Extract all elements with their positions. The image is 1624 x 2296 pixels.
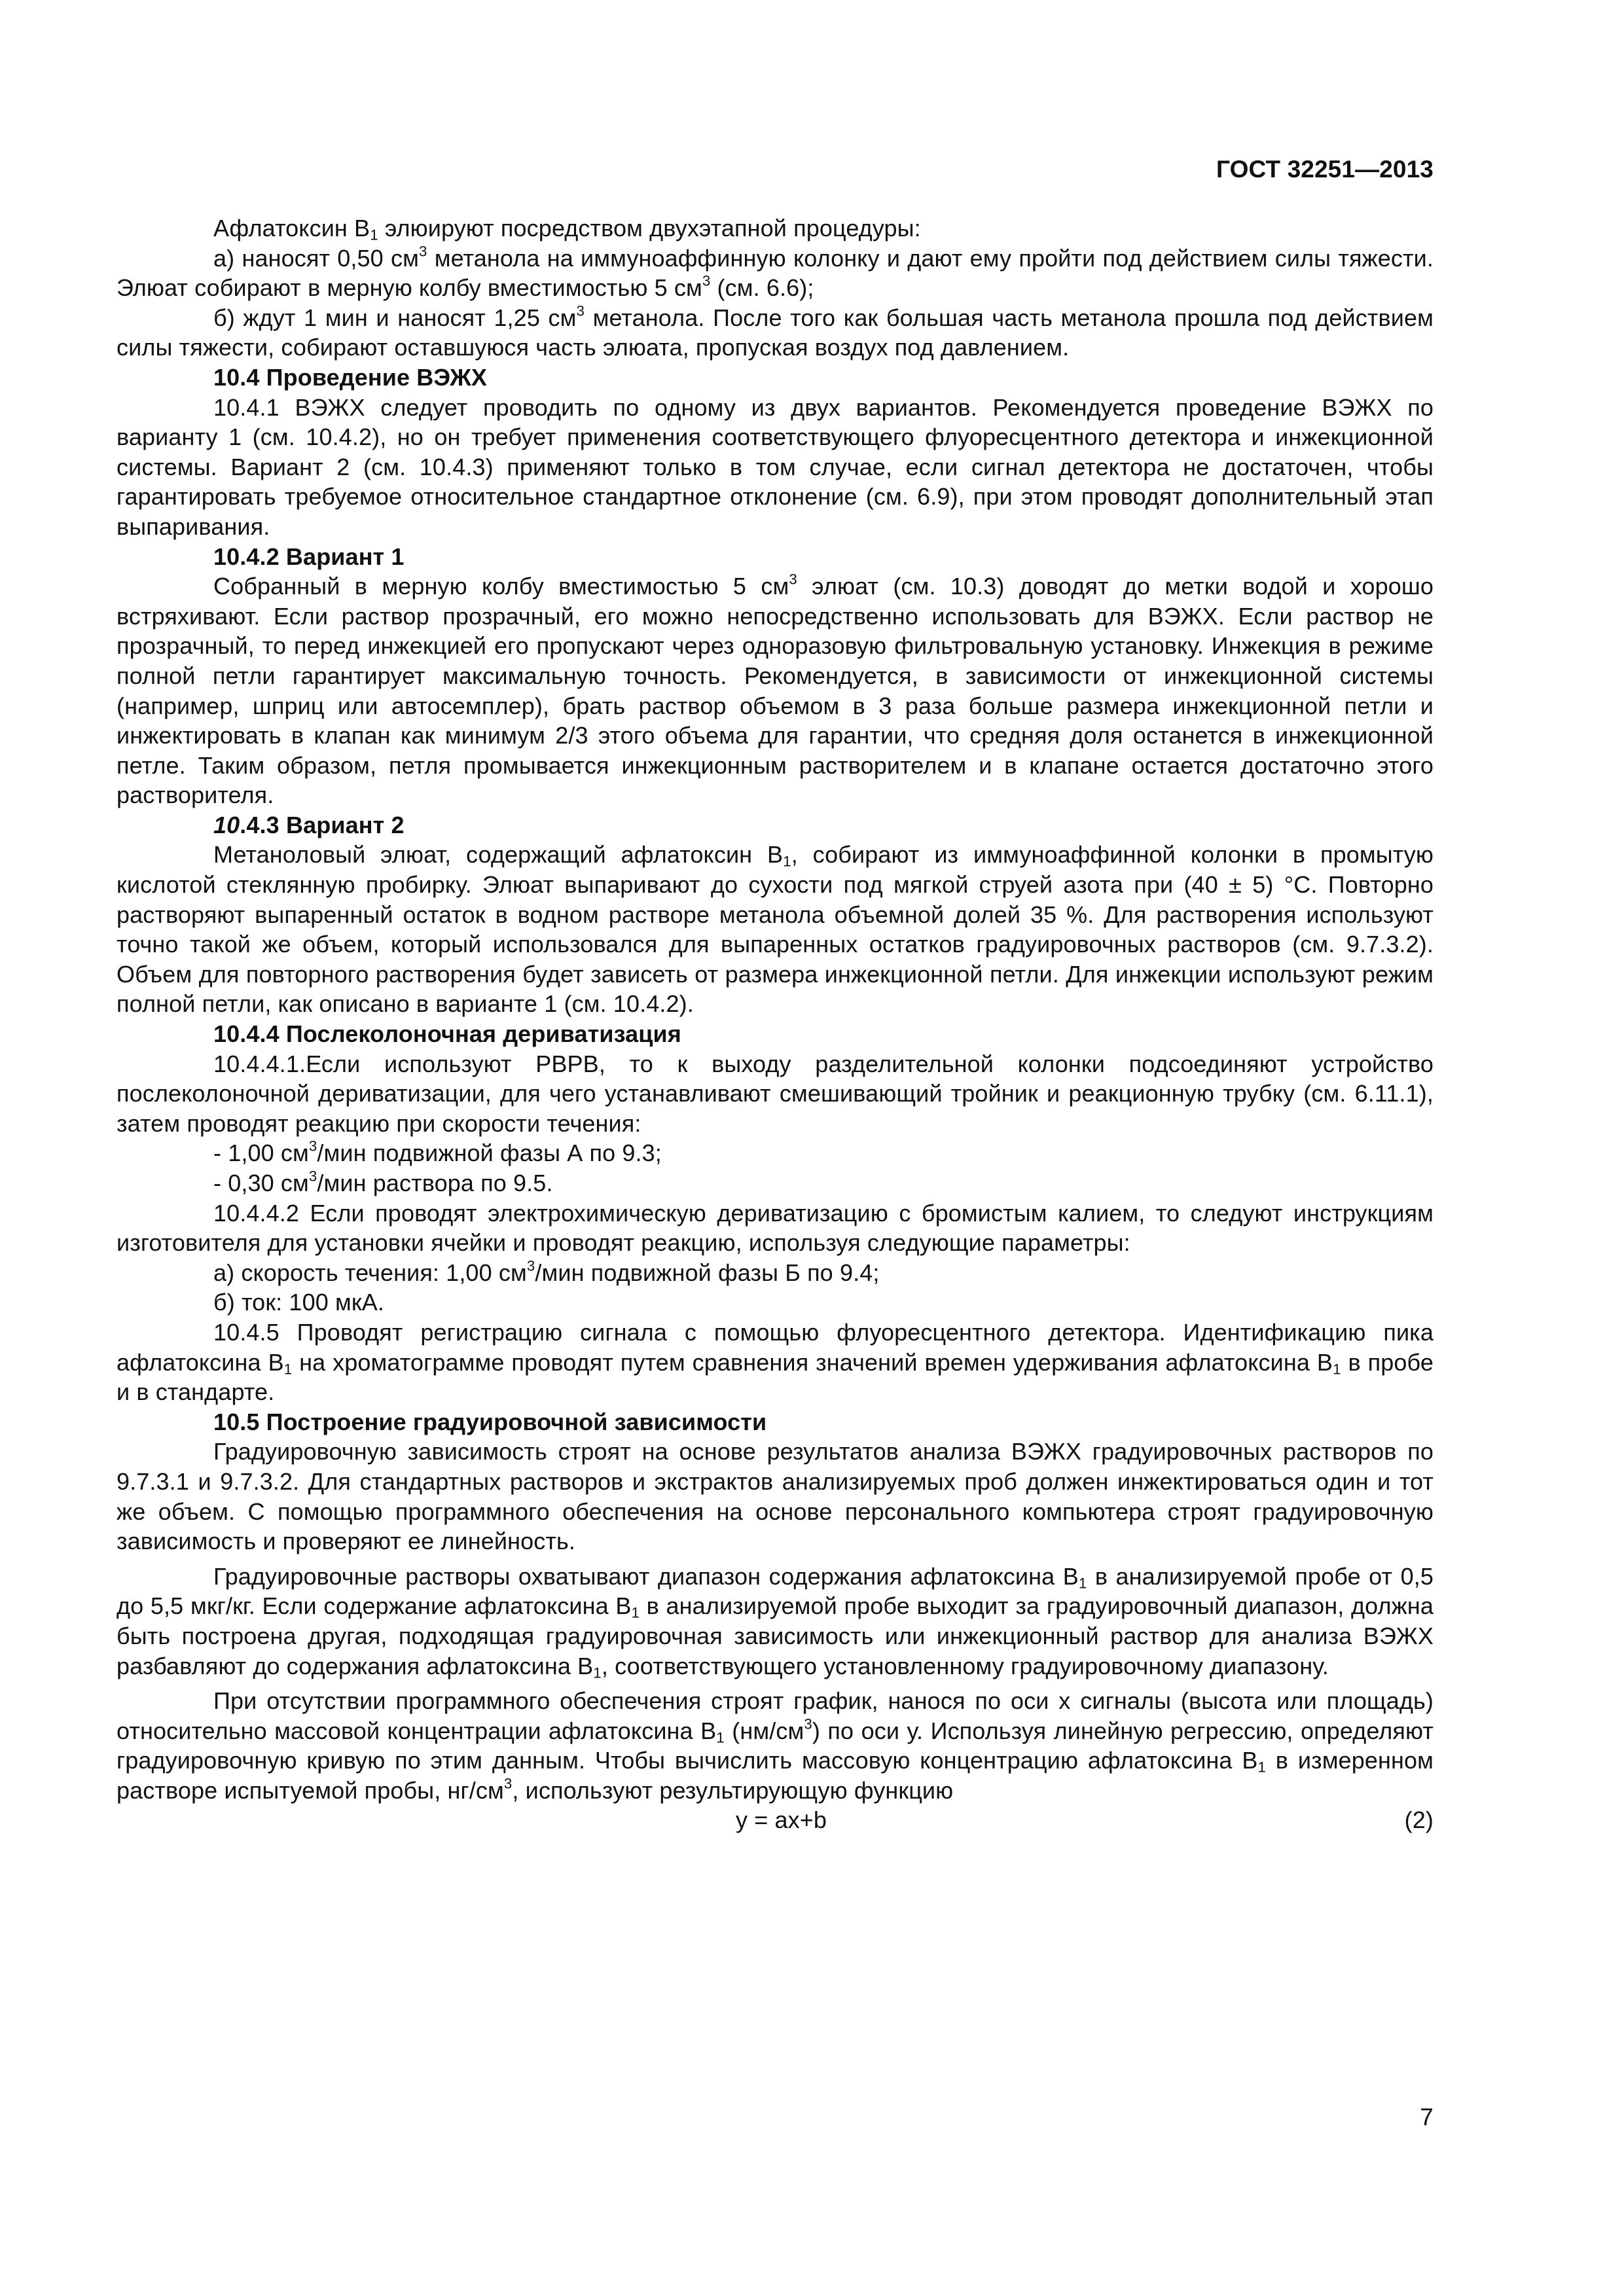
- document-page: [117, 0, 1434, 2296]
- section-heading: 10.4 Проведение ВЭЖХ: [213, 363, 488, 391]
- paragraph: Собранный в мерную колбу вместимостью 5 $см^3$ элюат (см. 10.3) доводят до метки водой и хорошо встряхивают. Если раствор прозрачный, его можно непосредственно использовать для ВЭЖХ. Если раствор не прозрачный, то перед инжекцией его пропускают через одноразовую фильтровальную установку. Инжекция в режиме полной петли гарантирует максимальную точность. Рекомендуется, в зависимости от инжекционной системы (например, шприц или автосемплер), брать раствор объемом в 3 раза больше размера инжекционной петли и инжектировать в клапан как минимум 2/3 этого объема для гарантии, что средняя доля останется в инжекционной петле. Таким образом, петля промывается инжекционным растворителем и в клапане остается достаточно этого растворителя.: [117, 571, 1434, 809]
- paragraph: а) наносят 0,50 $см^3$ метанола на иммуноаффинную колонку и дают ему пройти под действием силы тяжести. Элюат собирают в мерную колбу вместимостью 5 $см^3$ (см. 6.6);: [117, 242, 1434, 302]
- document-body: [117, 213, 1434, 1835]
- page-number: 7: [1420, 2104, 1434, 2130]
- section-heading: 10.4.4 Послеколоночная дериватизация: [213, 1020, 681, 1048]
- paragraph: б) ждут 1 мин и наносят 1,25 $см^3$ метанола. После того как большая часть метанола прошла под действием силы тяжести, собирают оставшуюся часть элюата, пропуская воздух под давлением.: [117, 302, 1434, 361]
- paragraph: 10.4.1 ВЭЖХ следует проводить по одному из двух вариантов. Рекомендуется проведение ВЭЖХ по варианту 1 (см. 10.4.2), но он требует применения соответствующего флуоресцентного детектора и инжекционной системы. Вариант 2 (см. 10.4.3) применяют только в том случае, если сигнал детектора не достаточен, чтобы гарантировать требуемое относительное стандартное отклонение (см. 6.9), при этом проводят дополнительный этап выпаривания.: [117, 393, 1434, 540]
- list-item: - 1,00 $см^3$/мин подвижной фазы А по 9.3;: [213, 1138, 662, 1167]
- formula-line: [117, 1805, 1434, 1835]
- paragraph: Метаноловый элюат, содержащий афлатоксин $В_1$, собирают из иммуноаффинной колонки в промытую кислотой стеклянную пробирку. Элюат выпаривают до сухости под мягкой струей азота при (40 ± 5) °С. Повторно растворяют выпаренный остаток в водном растворе метанола объемной долей 35 %. Для растворения используют точно такой же объем, который использовался для выпаренных остатков градуировочных растворов (см. 9.7.3.2). Объем для повторного растворения будет зависеть от размера инжекционной петли. Для инжекции используют режим полной петли, как описано в варианте 1 (см. 10.4.2).: [117, 841, 1434, 1018]
- formula-number: (2): [1404, 1806, 1434, 1834]
- paragraph: Градуировочные растворы охватывают диапазон содержания афлатоксина $В_1$ в анализируемой пробе от 0,5 до 5,5 мкг/кг. Если содержание афлатоксина $В_1$ в анализируемой пробе выходит за градуировочный диапазон, должна быть построена другая, подходящая градуировочная зависимость или инжекционный раствор для анализа ВЭЖХ разбавляют до содержания афлатоксина $В_1$, соответствующего установленному градуировочному диапазону.: [117, 1562, 1434, 1681]
- list-item: б) ток: 100 мкА.: [213, 1289, 384, 1316]
- paragraph: 10.4.5 Проводят регистрацию сигнала с помощью флуоресцентного детектора. Идентификацию пика афлатоксина $В_1$ на хроматограмме проводят путем сравнения значений времен удерживания афлатоксина $В_1$ в пробе и в стандарте.: [117, 1318, 1434, 1406]
- document-header: ГОСТ 32251—2013: [1216, 156, 1434, 183]
- paragraph: При отсутствии программного обеспечения строят график, нанося по оси х сигналы (высота или площадь) относительно массовой концентрации афлатоксина $В_1$ $(нм/см^3)$ по оси у. Используя линейную регрессию, определяют градуировочную кривую по этим данным. Чтобы вычислить массовую концентрацию афлатоксина $В_1$ в измеренном растворе испытуемой пробы, $нг/см^3$, используют результирующую функцию: [117, 1687, 1434, 1804]
- list-item: а) скорость течения: 1,00 $см^3$/мин подвижной фазы Б по 9.4;: [213, 1257, 880, 1286]
- paragraph: Афлатоксин $В_1$ элюируют посредством двухэтапной процедуры:: [213, 215, 921, 243]
- section-heading: 10.4.3 Вариант 2: [213, 811, 405, 838]
- paragraph: 10.4.4.2 Если проводят электрохимическую дериватизацию с бромистым калием, то следуют инструкциям изготовителя для установки ячейки и проводят реакцию, используя следующие параметры:: [117, 1199, 1434, 1257]
- paragraph: Градуировочную зависимость строят на основе результатов анализа ВЭЖХ градуировочных растворов по 9.7.3.1 и 9.7.3.2. Для стандартных растворов и экстрактов анализируемых проб должен инжектироваться один и тот же объем. С помощью программного обеспечения на основе персонального компьютера строят градуировочную зависимость и проверяют ее линейность.: [117, 1438, 1434, 1555]
- section-heading: 10.5 Построение градуировочной зависимости: [213, 1408, 767, 1435]
- list-item: - 0,30 $см^3$/мин раствора по 9.5.: [213, 1168, 553, 1196]
- section-heading: 10.4.2 Вариант 1: [213, 543, 405, 570]
- formula-expression: y = ax+b: [736, 1806, 827, 1834]
- paragraph: 10.4.4.1.Если используют РВРВ, то к выходу разделительной колонки подсоединяют устройство послеколоночной дериватизации, для чего устанавливают смешивающий тройник и реакционную трубку (см. 6.11.1), затем проводят реакцию при скорости течения:: [117, 1050, 1434, 1137]
